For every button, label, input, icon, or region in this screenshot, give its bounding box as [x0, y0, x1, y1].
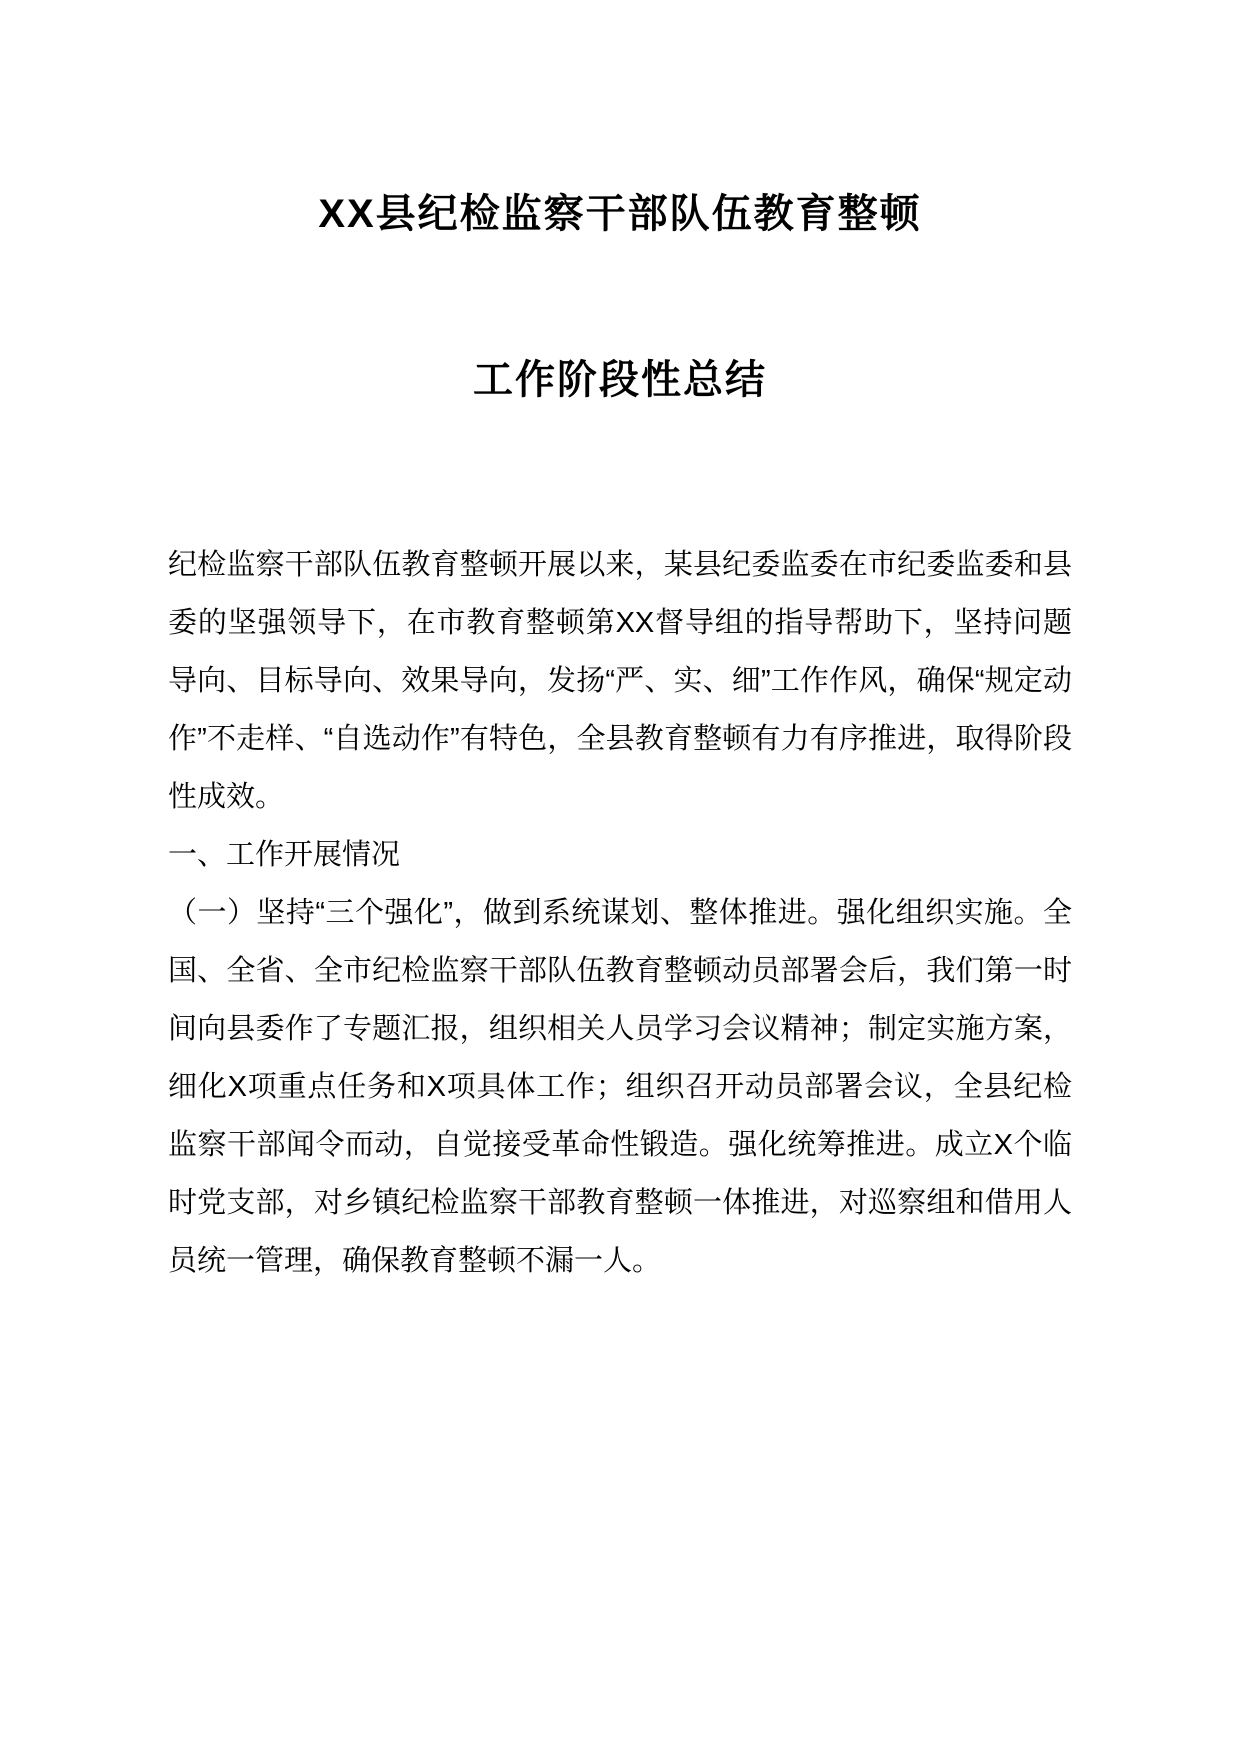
document-body [168, 536, 1072, 1290]
paragraph-section-1: （一）坚持“三个强化”，做到系统谋划、整体推进。强化组织实施。全国、全省、全市纪检监察干部队伍教育整顿动员部署会后，我们第一时间向县委作了专题汇报，组织相关人员学习会议精神；制定实施方案，细化X项重点任务和X项具体工作；组织召开动员部署会议，全县纪检监察干部闻令而动，自觉接受革命性锻造。强化统筹推进。成立X个临时党支部，对乡镇纪检监察干部教育整顿一体推进，对巡察组和借用人员统一管理，确保教育整顿不漏一人。 [168, 897, 1072, 1277]
paragraph-intro: 纪检监察干部队伍教育整顿开展以来，某县纪委监委在市纪委监委和县委的坚强领导下，在市教育整顿第XX督导组的指导帮助下，坚持问题导向、目标导向、效果导向，发扬“严、实、细”工作作风，确保“规定动作”不走样、“自选动作”有特色，全县教育整顿有力有序推进，取得阶段性成效。 [168, 549, 1072, 813]
section-heading: 一、工作开展情况 [168, 839, 401, 871]
document-title-line-1: XX县纪检监察干部队伍教育整顿 [318, 192, 922, 236]
document-title-line-2: 工作阶段性总结 [473, 358, 767, 402]
